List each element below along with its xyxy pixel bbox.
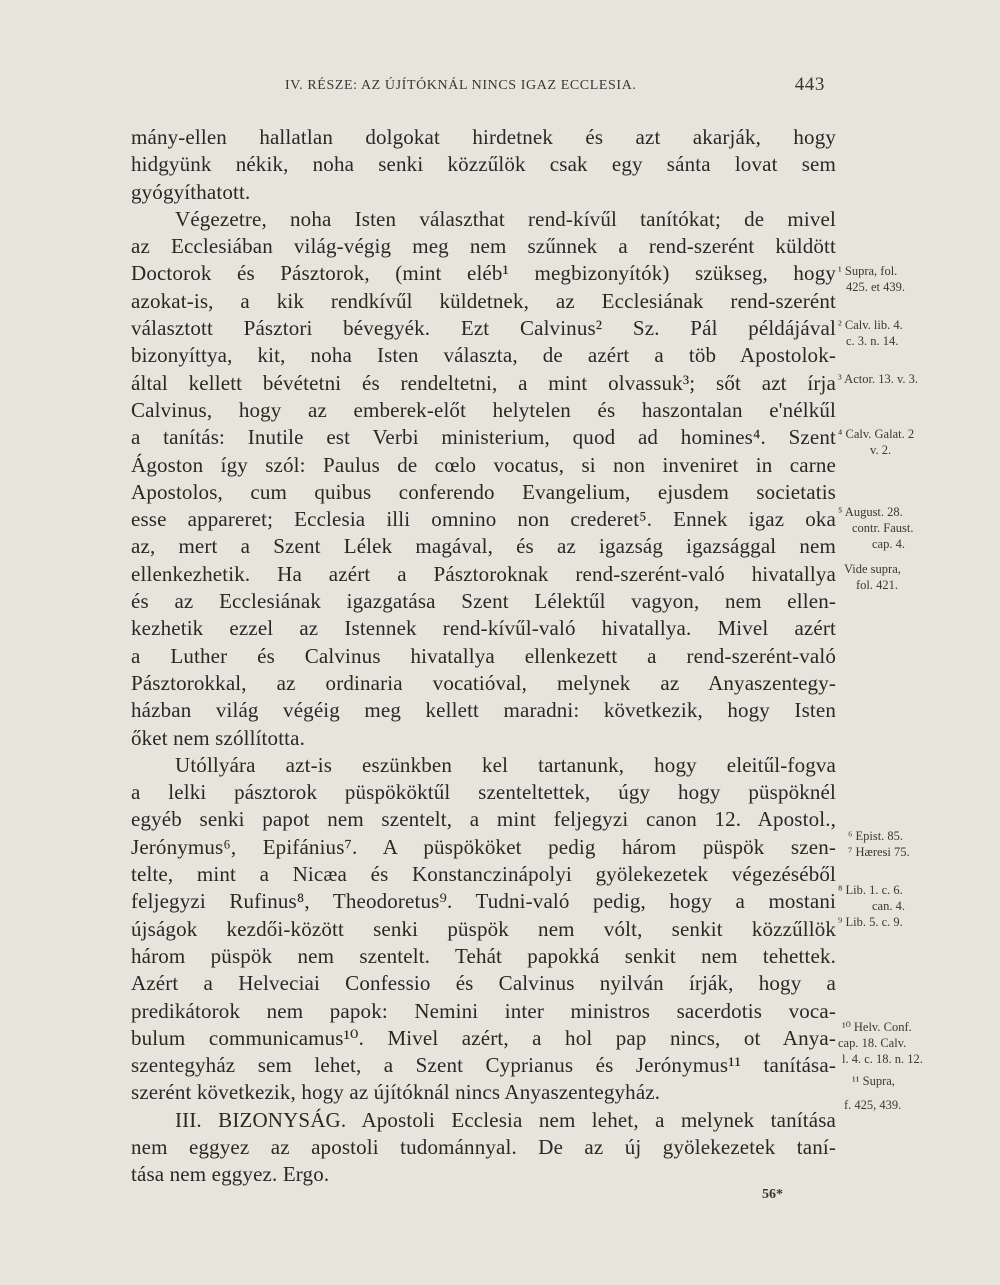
margin-note: ¹ Supra, fol. <box>838 264 898 278</box>
text-line: szentegyház sem lehet, a Szent Cyprianus és Jerónymus¹¹ tanítása- <box>131 1053 836 1078</box>
text-line: és az Ecclesiának igazgatása Szent Lélektűl vagyon, nem ellen- <box>131 589 836 614</box>
page-number: 443 <box>794 74 825 95</box>
text-line: azokat-is, a kik rendkívűl küldetnek, az Ecclesiának rend-szerént <box>131 288 836 313</box>
margin-note: Vide supra, <box>844 562 901 576</box>
text-line: kezhetik ezzel az Istennek rend-kívűl-való hivatallya. Mivel azért <box>131 616 836 641</box>
text-line: választott Pásztori bévegyék. Ezt Calvinus² Sz. Pál példájával <box>131 316 836 341</box>
text-line: őket nem szóllította. <box>131 725 306 750</box>
margin-note: ⁵ August. 28. <box>838 505 903 519</box>
text-line: predikátorok nem papok: Nemini inter ministros sacerdotis voca- <box>131 998 836 1023</box>
text-line: Utóllyára azt-is eszünkben kel tartanunk, hogy eleitűl-fogva <box>175 752 836 777</box>
text-line: házban világ végéig meg kellett maradni: következik, hogy Isten <box>131 698 836 723</box>
margin-note: ⁷ Hæresi 75. <box>848 845 910 859</box>
text-line: szerént következik, hogy az újítóknál nincs Anyaszentegyház. <box>131 1080 661 1105</box>
text-line: a lelki pásztorok püspököktűl szenteltettek, úgy hogy püspöknél <box>131 780 836 805</box>
text-line: bulum communicamus¹⁰. Mivel azért, a hol pap nincs, ot Anya- <box>131 1025 836 1050</box>
text-line: mány-ellen hallatlan dolgokat hirdetnek és azt akarják, hogy <box>131 125 836 149</box>
signature-mark: 56* <box>762 1187 783 1202</box>
text-line: tása nem eggyez. Ergo. <box>131 1162 330 1187</box>
margin-note: ¹¹ Supra, <box>852 1074 895 1088</box>
text-line: Ágoston így szól: Paulus de cœlo vocatus, si non inveniret in carne <box>131 452 836 477</box>
margin-note: ² Calv. lib. 4. <box>838 318 903 332</box>
text-line: Calvinus, hogy az emberek-előt helytelen és haszontalan e'nélkűl <box>131 397 836 422</box>
text-line: Végezetre, noha Isten választhat rend-kívűl tanítókat; de mivel <box>175 206 836 231</box>
text-line: feljegyzi Rufinus⁸, Theodoretus⁹. Tudni-való pedig, hogy a mostani <box>131 889 836 914</box>
text-line: gyógyíthatott. <box>131 179 251 204</box>
margin-note: v. 2. <box>870 443 892 457</box>
text-line: hidgyünk nékik, noha senki közzűlök csak egy sánta lovat sem <box>131 152 836 177</box>
margin-note: 425. et 439. <box>846 280 906 294</box>
text-line: telte, mint a Nicæa és Konstanczinápolyi gyölekezetek végezéséből <box>131 862 836 887</box>
body-text <box>131 124 836 1189</box>
running-title: IV. RÉSZE: AZ ÚJÍTÓKNÁL NINCS IGAZ ECCLESIA. <box>285 78 637 93</box>
text-line: Doctorok és Pásztorok, (mint eléb¹ megbizonyítók) szükseg, hogy <box>131 261 836 286</box>
margin-note: ³ Actor. 13. v. 3. <box>838 372 919 386</box>
margin-note: can. 4. <box>872 899 905 913</box>
margin-note: ⁶ Epist. 85. <box>848 829 904 843</box>
text-line: újságok kezdői-között senki püspök nem vólt, senkit közzűllök <box>131 916 836 941</box>
margin-note: cap. 4. <box>872 537 905 551</box>
margin-note: ⁴ Calv. Galat. 2 <box>838 427 915 441</box>
text-line: III. BIZONYSÁG. Apostoli Ecclesia nem lehet, a melynek tanítása <box>175 1107 836 1132</box>
margin-note: fol. 421. <box>856 578 899 592</box>
text-line: Azért a Helveciai Confessio és Calvinus nyilván írják, hogy a <box>131 971 836 996</box>
text-line: által kellett bévétetni és rendeltetni, a mint olvassuk³; sőt azt írja <box>131 370 836 395</box>
running-header <box>285 74 825 98</box>
text-line: ellenkezhetik. Ha azért a Pásztoroknak rend-szerént-való hivatallya <box>131 561 836 586</box>
text-line: bizonyíttya, kit, noha Isten választa, de azért a töb Apostolok- <box>131 343 836 368</box>
text-line: a tanítás: Inutile est Verbi ministerium, quod ad homines⁴. Szent <box>131 425 836 450</box>
text-line: a Luther és Calvinus hivatallya ellenkezett a rend-szerént-való <box>131 643 836 668</box>
text-line: Jerónymus⁶, Epifánius⁷. A püspököket pedig három püspök szen- <box>131 834 836 859</box>
margin-note: l. 4. c. 18. n. 12. <box>842 1052 923 1066</box>
margin-note: contr. Faust. <box>852 521 914 535</box>
text-line: az, mert a Szent Lélek magával, és az igazság igazsággal nem <box>131 534 836 559</box>
text-line: Apostolos, cum quibus conferendo Evangelium, ejusdem societatis <box>131 479 836 504</box>
text-line: Pásztorokkal, az ordinaria vocatióval, melynek az Anyaszentegy- <box>131 670 836 695</box>
margin-note: ⁸ Lib. 1. c. 6. <box>838 883 903 897</box>
margin-note: ¹⁰ Helv. Conf. <box>842 1020 912 1034</box>
margin-note: cap. 18. Calv. <box>838 1036 907 1050</box>
margin-note: c. 3. n. 14. <box>846 334 899 348</box>
margin-note: f. 425, 439. <box>844 1098 902 1112</box>
text-line: nem eggyez az apostoli tudománnyal. De az új gyölekezetek taní- <box>131 1134 836 1159</box>
text-line: három püspök nem szentelt. Tehát papokká senkit nem tehettek. <box>131 943 836 968</box>
text-line: egyéb senki papot nem szentelt, a mint feljegyzi canon 12. Apostol., <box>131 807 836 832</box>
margin-note: ⁹ Lib. 5. c. 9. <box>838 915 903 929</box>
text-line: az Ecclesiában világ-végig meg nem szűnnek a rend-szerént küldött <box>131 234 836 259</box>
text-line: esse appareret; Ecclesia illi omnino non crederet⁵. Ennek igaz oka <box>131 507 836 532</box>
